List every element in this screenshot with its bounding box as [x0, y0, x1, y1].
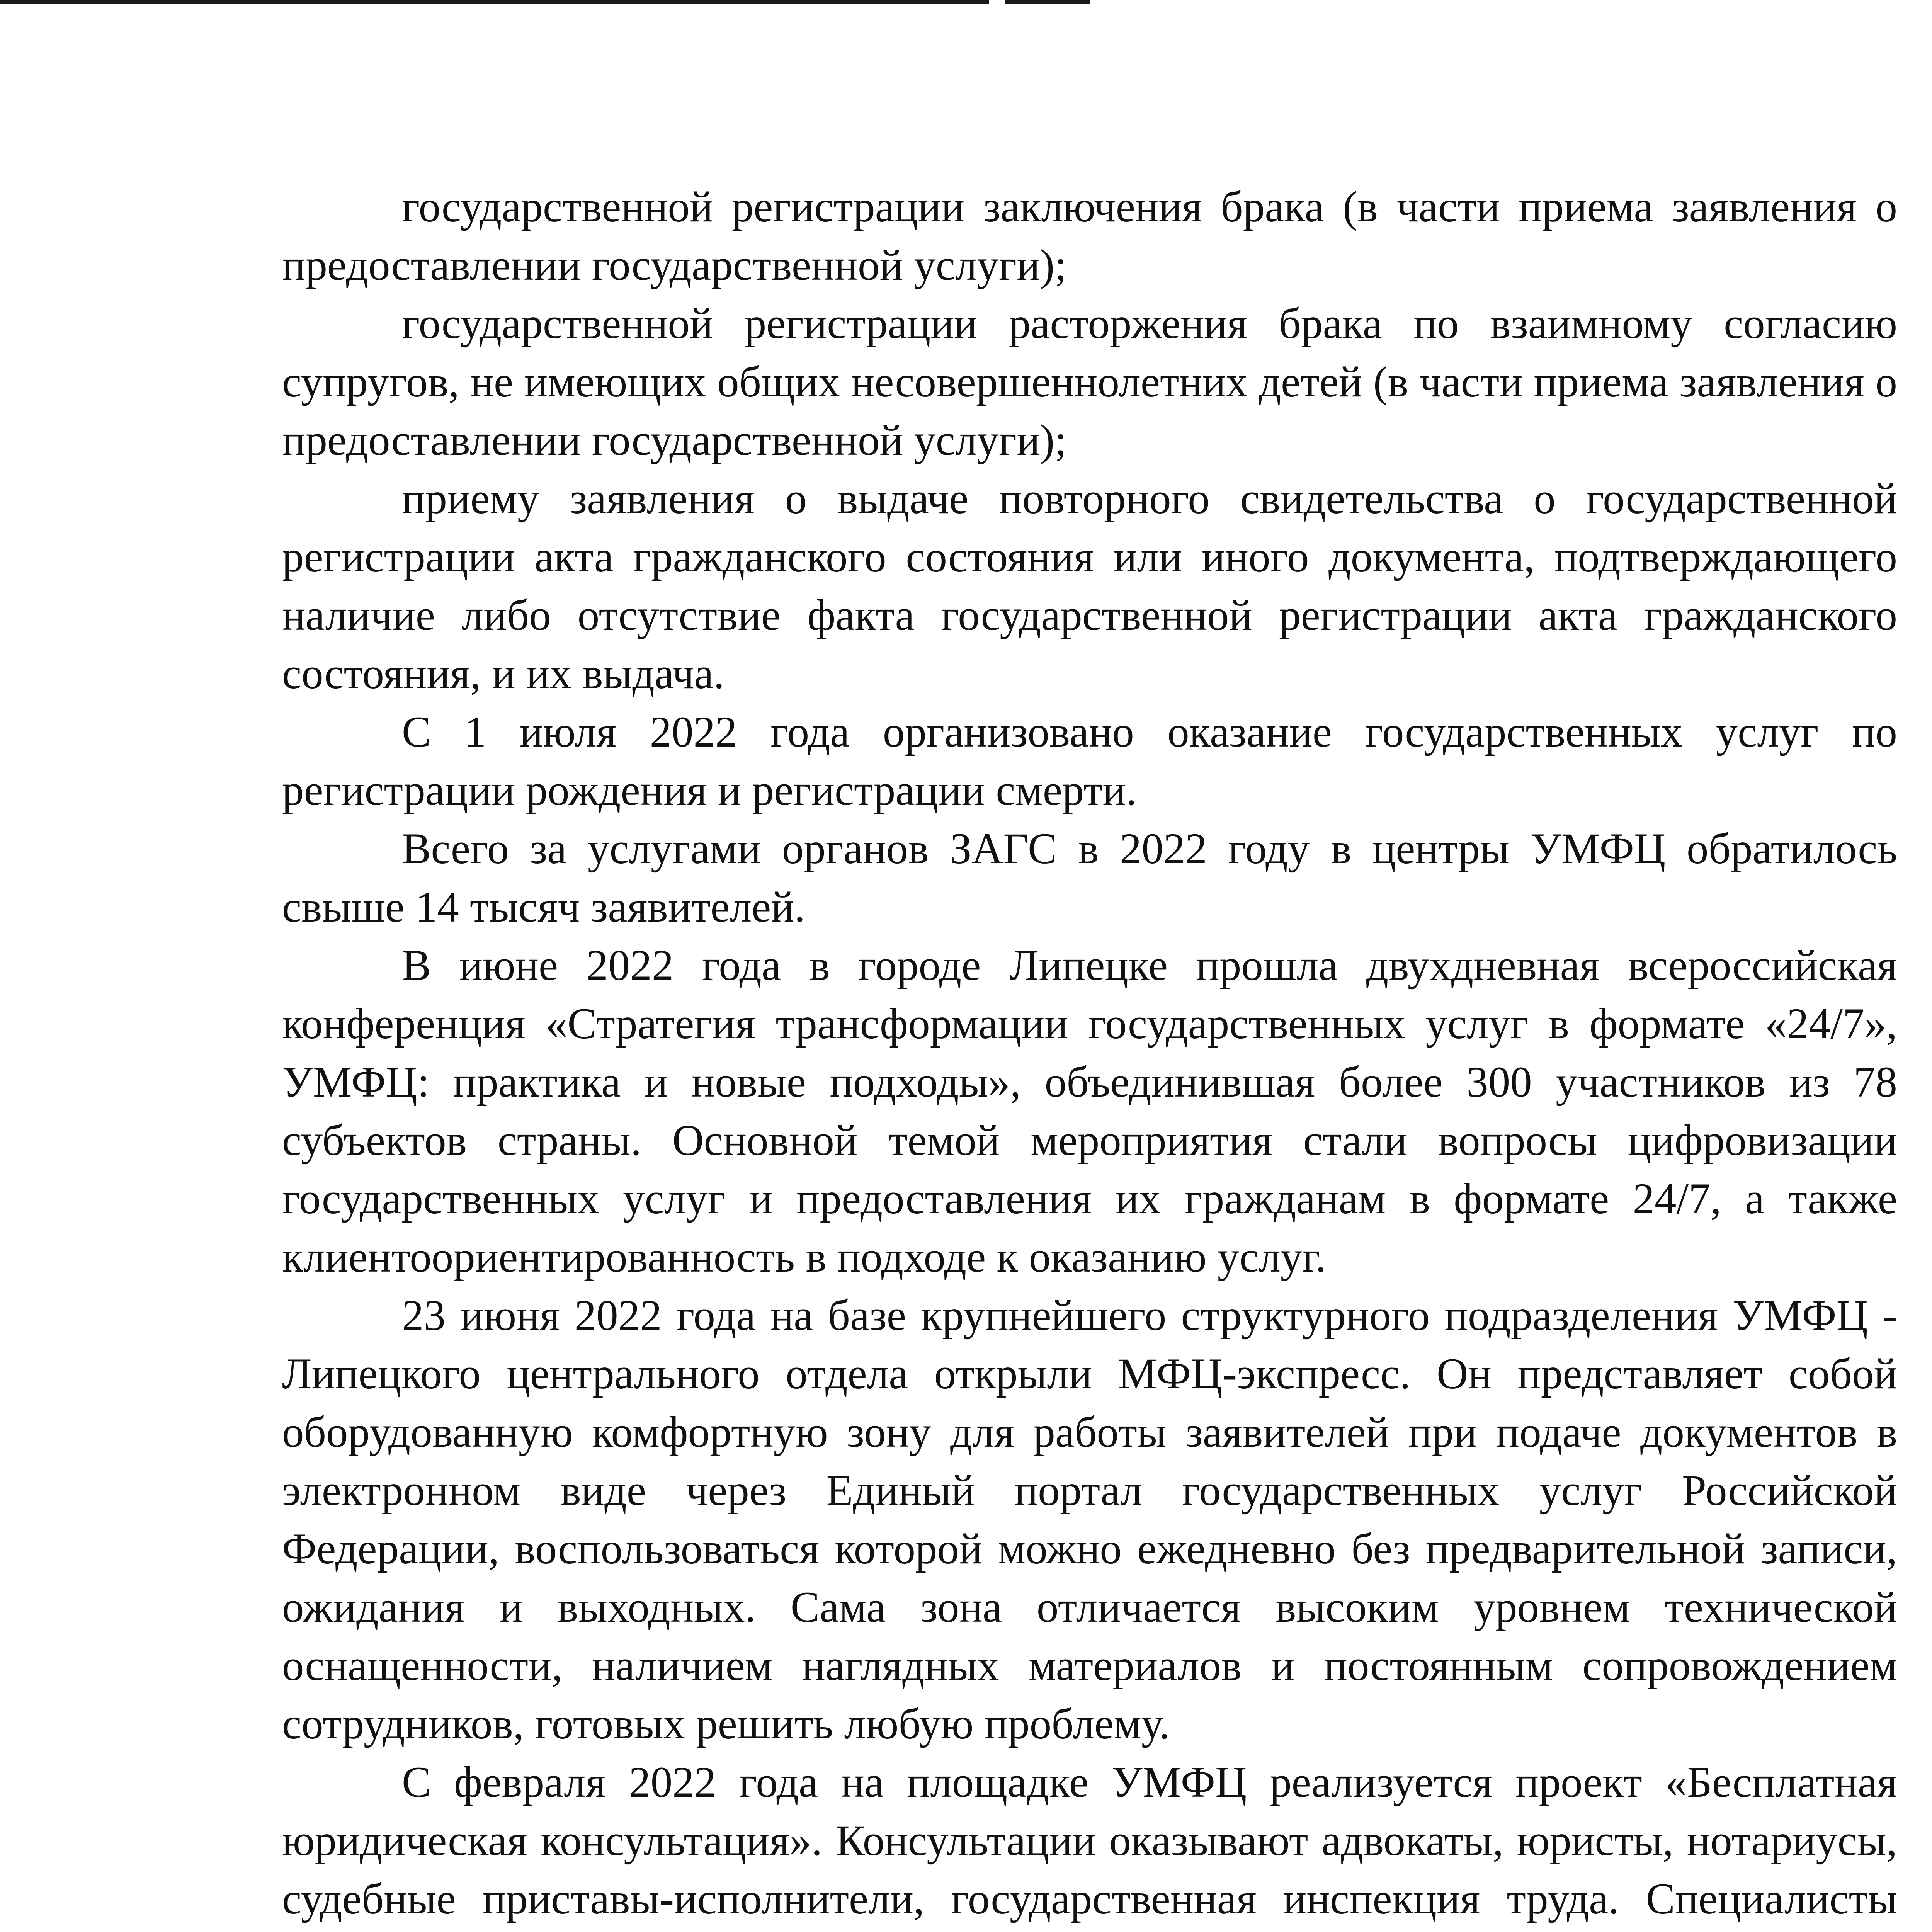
scan-edge-top-fragment	[1005, 0, 1090, 4]
paragraph-marriage-registration: государственной регистрации заключения брака (в части приема заявления о предоставлении государственной услуги);	[282, 183, 1897, 289]
scan-edge-top	[0, 0, 989, 4]
paragraph-divorce-registration: государственной регистрации расторжения брака по взаимному согласию супругов, не имеющих общих несовершеннолетних детей (в части приема заявления о предоставлении государственной услуги);	[282, 299, 1897, 464]
paragraph-zags-applicants: Всего за услугами органов ЗАГС в 2022 году в центры УМФЦ обратилось свыше 14 тысяч заявителей.	[282, 825, 1897, 931]
paragraph-birth-death-registration: С 1 июля 2022 года организовано оказание государственных услуг по регистрации рождения и регистрации смерти.	[282, 708, 1897, 815]
paragraph-repeat-certificate: приему заявления о выдаче повторного свидетельства о государственной регистрации акта гражданского состояния или иного документа, подтверждающего наличие либо отсутствие факта государственной регистрации акта гражданского состояния, и их выдача.	[282, 474, 1897, 698]
paragraph-legal-consultation: С февраля 2022 года на площадке УМФЦ реализуется проект «Бесплатная юридическая консультация». Консультации оказывают адвокаты, юристы, нотариусы, судебные приставы-исполнители, государственная инспекция труда. Специалисты	[282, 1758, 1897, 1923]
paragraph-conference: В июне 2022 года в городе Липецке прошла двухдневная всероссийская конференция «Стратегия трансформации государственных услуг в формате «24/7», УМФЦ: практика и новые подходы», объединившая более 300 участников из 78 субъектов страны. Основной темой мероприятия стали вопросы цифровизации государственных услуг и предоставления их гражданам в формате 24/7, а также клиентоориентированность в подходе к оказанию услуг.	[282, 941, 1897, 1281]
document-body	[282, 178, 1897, 1932]
paragraph-mfc-express: 23 июня 2022 года на базе крупнейшего структурного подразделения УМФЦ - Липецкого центрального отдела открыли МФЦ-экспресс. Он представляет собой оборудованную комфортную зону для работы заявителей при подаче документов в электронном виде через Единый портал государственных услуг Российской Федерации, воспользоваться которой можно ежедневно без предварительной записи, ожидания и выходных. Сама зона отличается высоким уровнем технической оснащенности, наличием наглядных материалов и постоянным сопровождением сотрудников, готовых решить любую проблему.	[282, 1291, 1897, 1748]
